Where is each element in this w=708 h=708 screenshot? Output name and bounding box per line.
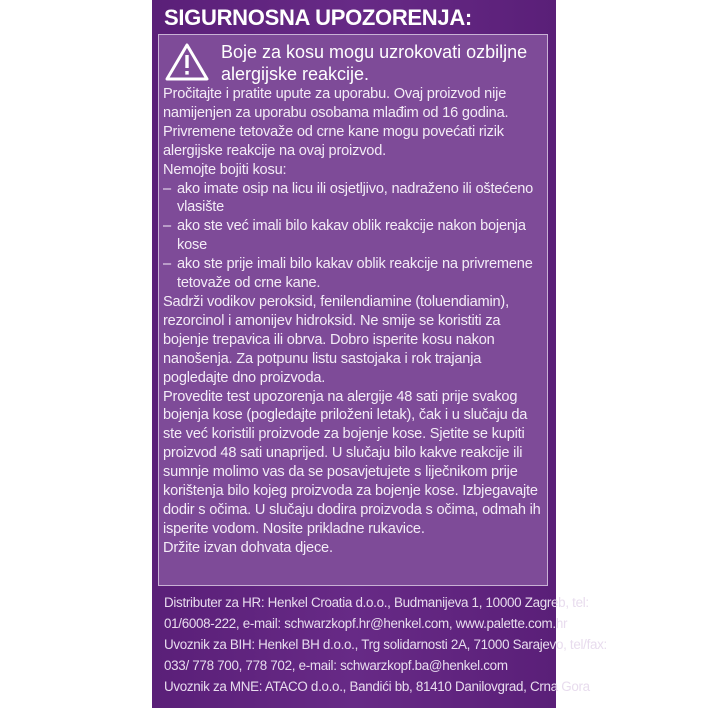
allergy-test-instructions: Provedite test upozorenja na alergije 48 sati prije svakog bojenja kose (pogledajte priloženi letak), čak i u slučaju da ste već koristili proizvode za bojenje kose. Sjetite se kupiti proizvod 48 sati unaprijed. U slučaju bilo kakve reakcije ili sumnje molimo vas da se posavjetujete s liječnikom prije korištenja bilo kojeg proizvoda za bojenje kose. Izbjegavajte dodir s očima. U slučaju dodira proizvoda s očima, odmah ih isperite vodom. Nosite prikladne rukavice.: [163, 388, 541, 537]
importer-mne-line: Uvoznik za MNE: ATACO d.o.o., Bandići bb, 81410 Danilovgrad, Crna Gora: [164, 679, 590, 694]
do-not-dye-heading: Nemojte bojiti kosu:: [163, 161, 287, 178]
list-item-text: ako ste prije imali bilo kakav oblik reakcije na privremene tetovaže od crne kane.: [177, 256, 533, 292]
allergy-alert: [159, 37, 547, 85]
product-label-panel: [152, 0, 607, 708]
allergy-alert-line-2: alergijske reakcije.: [221, 64, 370, 84]
importer-bih-line-2: 033/ 778 700, 778 702, e-mail: schwarzkopf.ba@henkel.com: [164, 658, 508, 673]
keep-away-from-children: Držite izvan dohvata djece.: [163, 539, 333, 556]
list-item-text: ako ste već imali bilo kakav oblik reakcije nakon bojenja kose: [177, 218, 526, 254]
henna-tattoo-warning: Privremene tetovaže od crne kane mogu povećati rizik alergijske reakcije na ovaj proizvod.: [163, 123, 504, 159]
dash-bullet: –: [163, 180, 171, 197]
importer-bih-line-1: Uvoznik za BIH: Henkel BH d.o.o., Trg solidarnosti 2A, 71000 Sarajevo, tel/fax:: [164, 637, 607, 652]
list-item: [163, 255, 545, 293]
warning-box: [158, 34, 548, 586]
distributor-hr-line-2: 01/6008-222, e-mail: schwarzkopf.hr@henkel.com, www.palette.com.hr: [164, 616, 568, 631]
warning-body: [163, 85, 545, 558]
list-item-text: ako imate osip na licu ili osjetljivo, nadraženo ili oštećeno vlasište: [177, 180, 534, 216]
distributor-info: [164, 592, 607, 697]
dash-bullet: –: [163, 218, 171, 235]
safety-warnings-heading: SIGURNOSNA UPOZORENJA:: [164, 5, 472, 30]
allergy-alert-text: [221, 41, 541, 85]
list-item: [163, 180, 545, 218]
usage-instructions: Pročitajte i pratite upute za uporabu. Ovaj proizvod nije namijenjen za uporabu osobama mlađim od 16 godina.: [163, 86, 509, 121]
distributor-hr-line-1: Distributer za HR: Henkel Croatia d.o.o., Budmanijeva 1, 10000 Zagreb, tel:: [164, 595, 589, 610]
warning-triangle-icon: [165, 43, 209, 81]
list-item: [163, 217, 545, 255]
allergy-alert-line-1: Boje za kosu mogu uzrokovati ozbiljne: [221, 42, 528, 62]
dash-bullet: –: [163, 256, 171, 273]
ingredients-warning: Sadrži vodikov peroksid, fenilendiamine (toluendiamin), rezorcinol i amonijev hidroksid. Ne smije se koristiti za bojenje trepavica ili obrva. Dobro isperite kosu nakon nanošenja. Za potpunu listu sastojaka i rok trajanja pogledajte dno proizvoda.: [163, 293, 509, 386]
